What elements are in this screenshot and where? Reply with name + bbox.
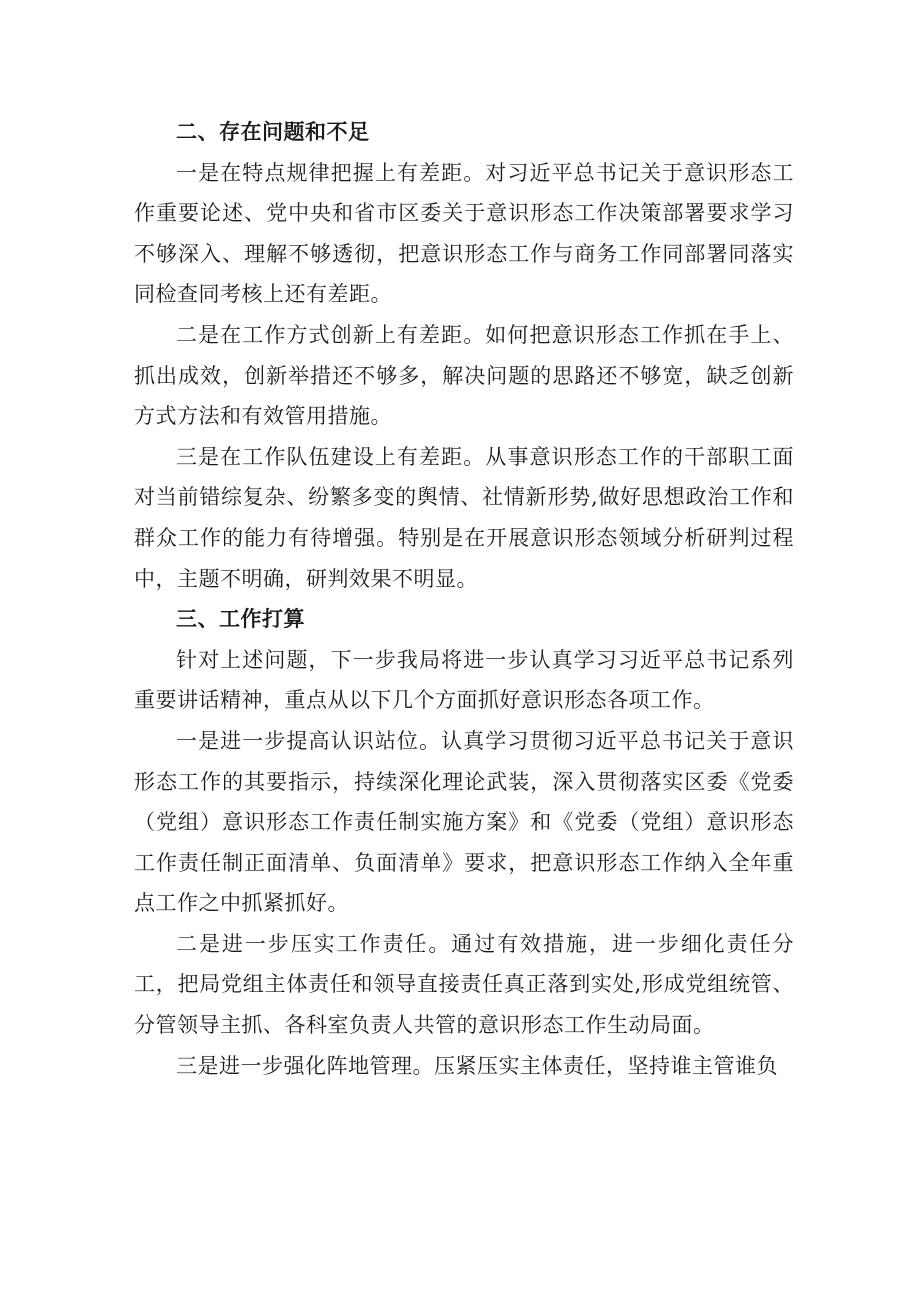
- paragraph-plan-intro: 针对上述问题，下一步我局将进一步认真学习习近平总书记系列重要讲话精神，重点从以下几个方面抓好意识形态各项工作。: [134, 647, 794, 713]
- section-heading-problems: 二、存在问题和不足: [176, 120, 370, 144]
- paragraph-problem-2: 二是在工作方式创新上有差距。如何把意识形态工作抓在手上、抓出成效，创新举措还不够多，解决问题的思路还不够宽，缺乏创新方式方法和有效管用措施。: [134, 322, 794, 429]
- section-heading-plans: 三、工作打算: [176, 607, 305, 632]
- paragraph-plan-2: 二是进一步压实工作责任。通过有效措施，进一步细化责任分工，把局党组主体责任和领导直接责任真正落到实处,形成党组统管、分管领导主抓、各科室负责人共管的意识形态工作生动局面。: [134, 931, 794, 1038]
- paragraph-problem-3: 三是在工作队伍建设上有差距。从事意识形态工作的干部职工面对当前错综复杂、纷繁多变的舆情、社情新形势,做好思想政治工作和群众工作的能力有待增强。特别是在开展意识形态领域分析研判过程中，主题不明确，研判效果不明显。: [134, 444, 794, 591]
- document-body: [134, 112, 794, 1086]
- paragraph-plan-3: 三是进一步强化阵地管理。压紧压实主体责任，坚持谁主管谁负: [176, 1053, 778, 1078]
- paragraph-plan-1: 一是进一步提高认识站位。认真学习贯彻习近平总书记关于意识形态工作的其要指示，持续深化理论武装，深入贯彻落实区委《党委（党组）意识形态工作责任制实施方案》和《党委（党组）意识形态工作责任制正面清单、负面清单》要求，把意识形态工作纳入全年重点工作之中抓紧抓好。: [134, 728, 794, 916]
- paragraph-problem-1: 一是在特点规律把握上有差距。对习近平总书记关于意识形态工作重要论述、党中央和省市区委关于意识形态工作决策部署要求学习不够深入、理解不够透彻，把意识形态工作与商务工作同部署同落实同检查同考核上还有差距。: [134, 160, 794, 307]
